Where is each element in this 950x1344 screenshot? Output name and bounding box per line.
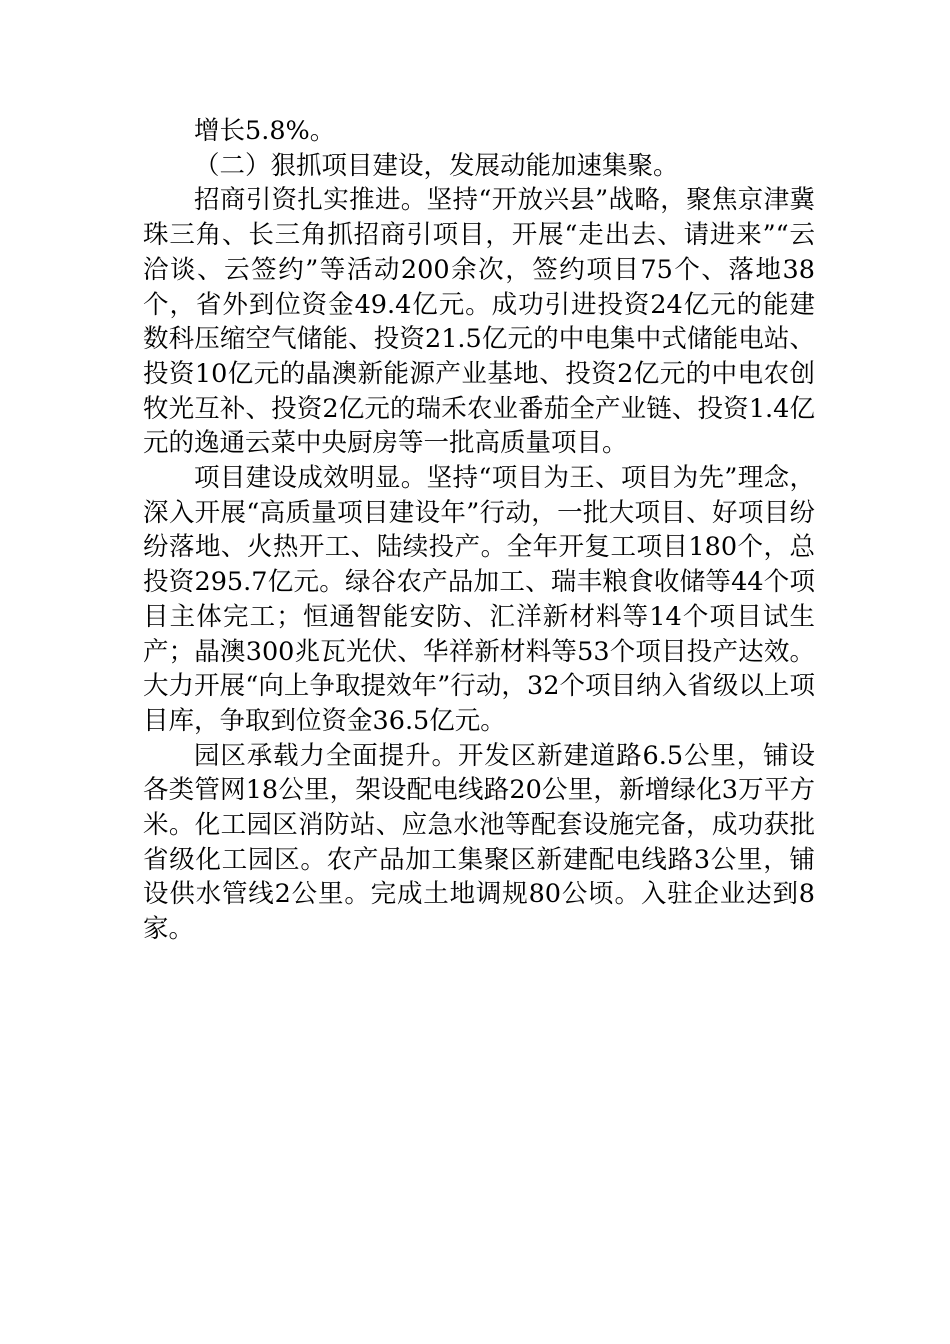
paragraph-park-capacity: 园区承载力全面提升。开发区新建道路6.5公里，铺设各类管网18公里，架设配电线路20公里，新增绿化3万平方米。化工园区消防站、应急水池等配套设施完备，成功获批省级化工园区。农产品加工集聚区新建配电线路3公里，铺设供水管线2公里。完成土地调规80公顷。入驻企业达到8家。 (143, 740, 815, 945)
paragraph-project-construction: 项目建设成效明显。坚持“项目为王、项目为先”理念，深入开展“高质量项目建设年”行动，一批大项目、好项目纷纷落地、火热开工、陆续投产。全年开复工项目180个，总投资295.7亿元。绿谷农产品加工、瑞丰粮食收储等44个项目主体完工；恒通智能安防、汇洋新材料等14个项目试生产；晶澳300兆瓦光伏、华祥新材料等53个项目投产达效。大力开展“向上争取提效年”行动，32个项目纳入省级以上项目库，争取到位资金36.5亿元。 (143, 463, 815, 736)
section-heading-project-construction: （二）狠抓项目建设，发展动能加速集聚。 (194, 150, 679, 181)
paragraph-growth-continuation: 增长5.8%。 (194, 116, 336, 146)
document-body (143, 114, 815, 947)
paragraph-investment-attraction: 招商引资扎实推进。坚持“开放兴县”战略，聚焦京津冀珠三角、长三角抓招商引项目，开展“走出去、请进来”“云洽谈、云签约”等活动200余次，签约项目75个、落地38个，省外到位资金49.4亿元。成功引进投资24亿元的能建数科压缩空气储能、投资21.5亿元的中电集中式储能电站、投资10亿元的晶澳新能源产业基地、投资2亿元的中电农创牧光互补、投资2亿元的瑞禾农业番茄全产业链、投资1.4亿元的逸通云菜中央厨房等一批高质量项目。 (143, 185, 815, 459)
